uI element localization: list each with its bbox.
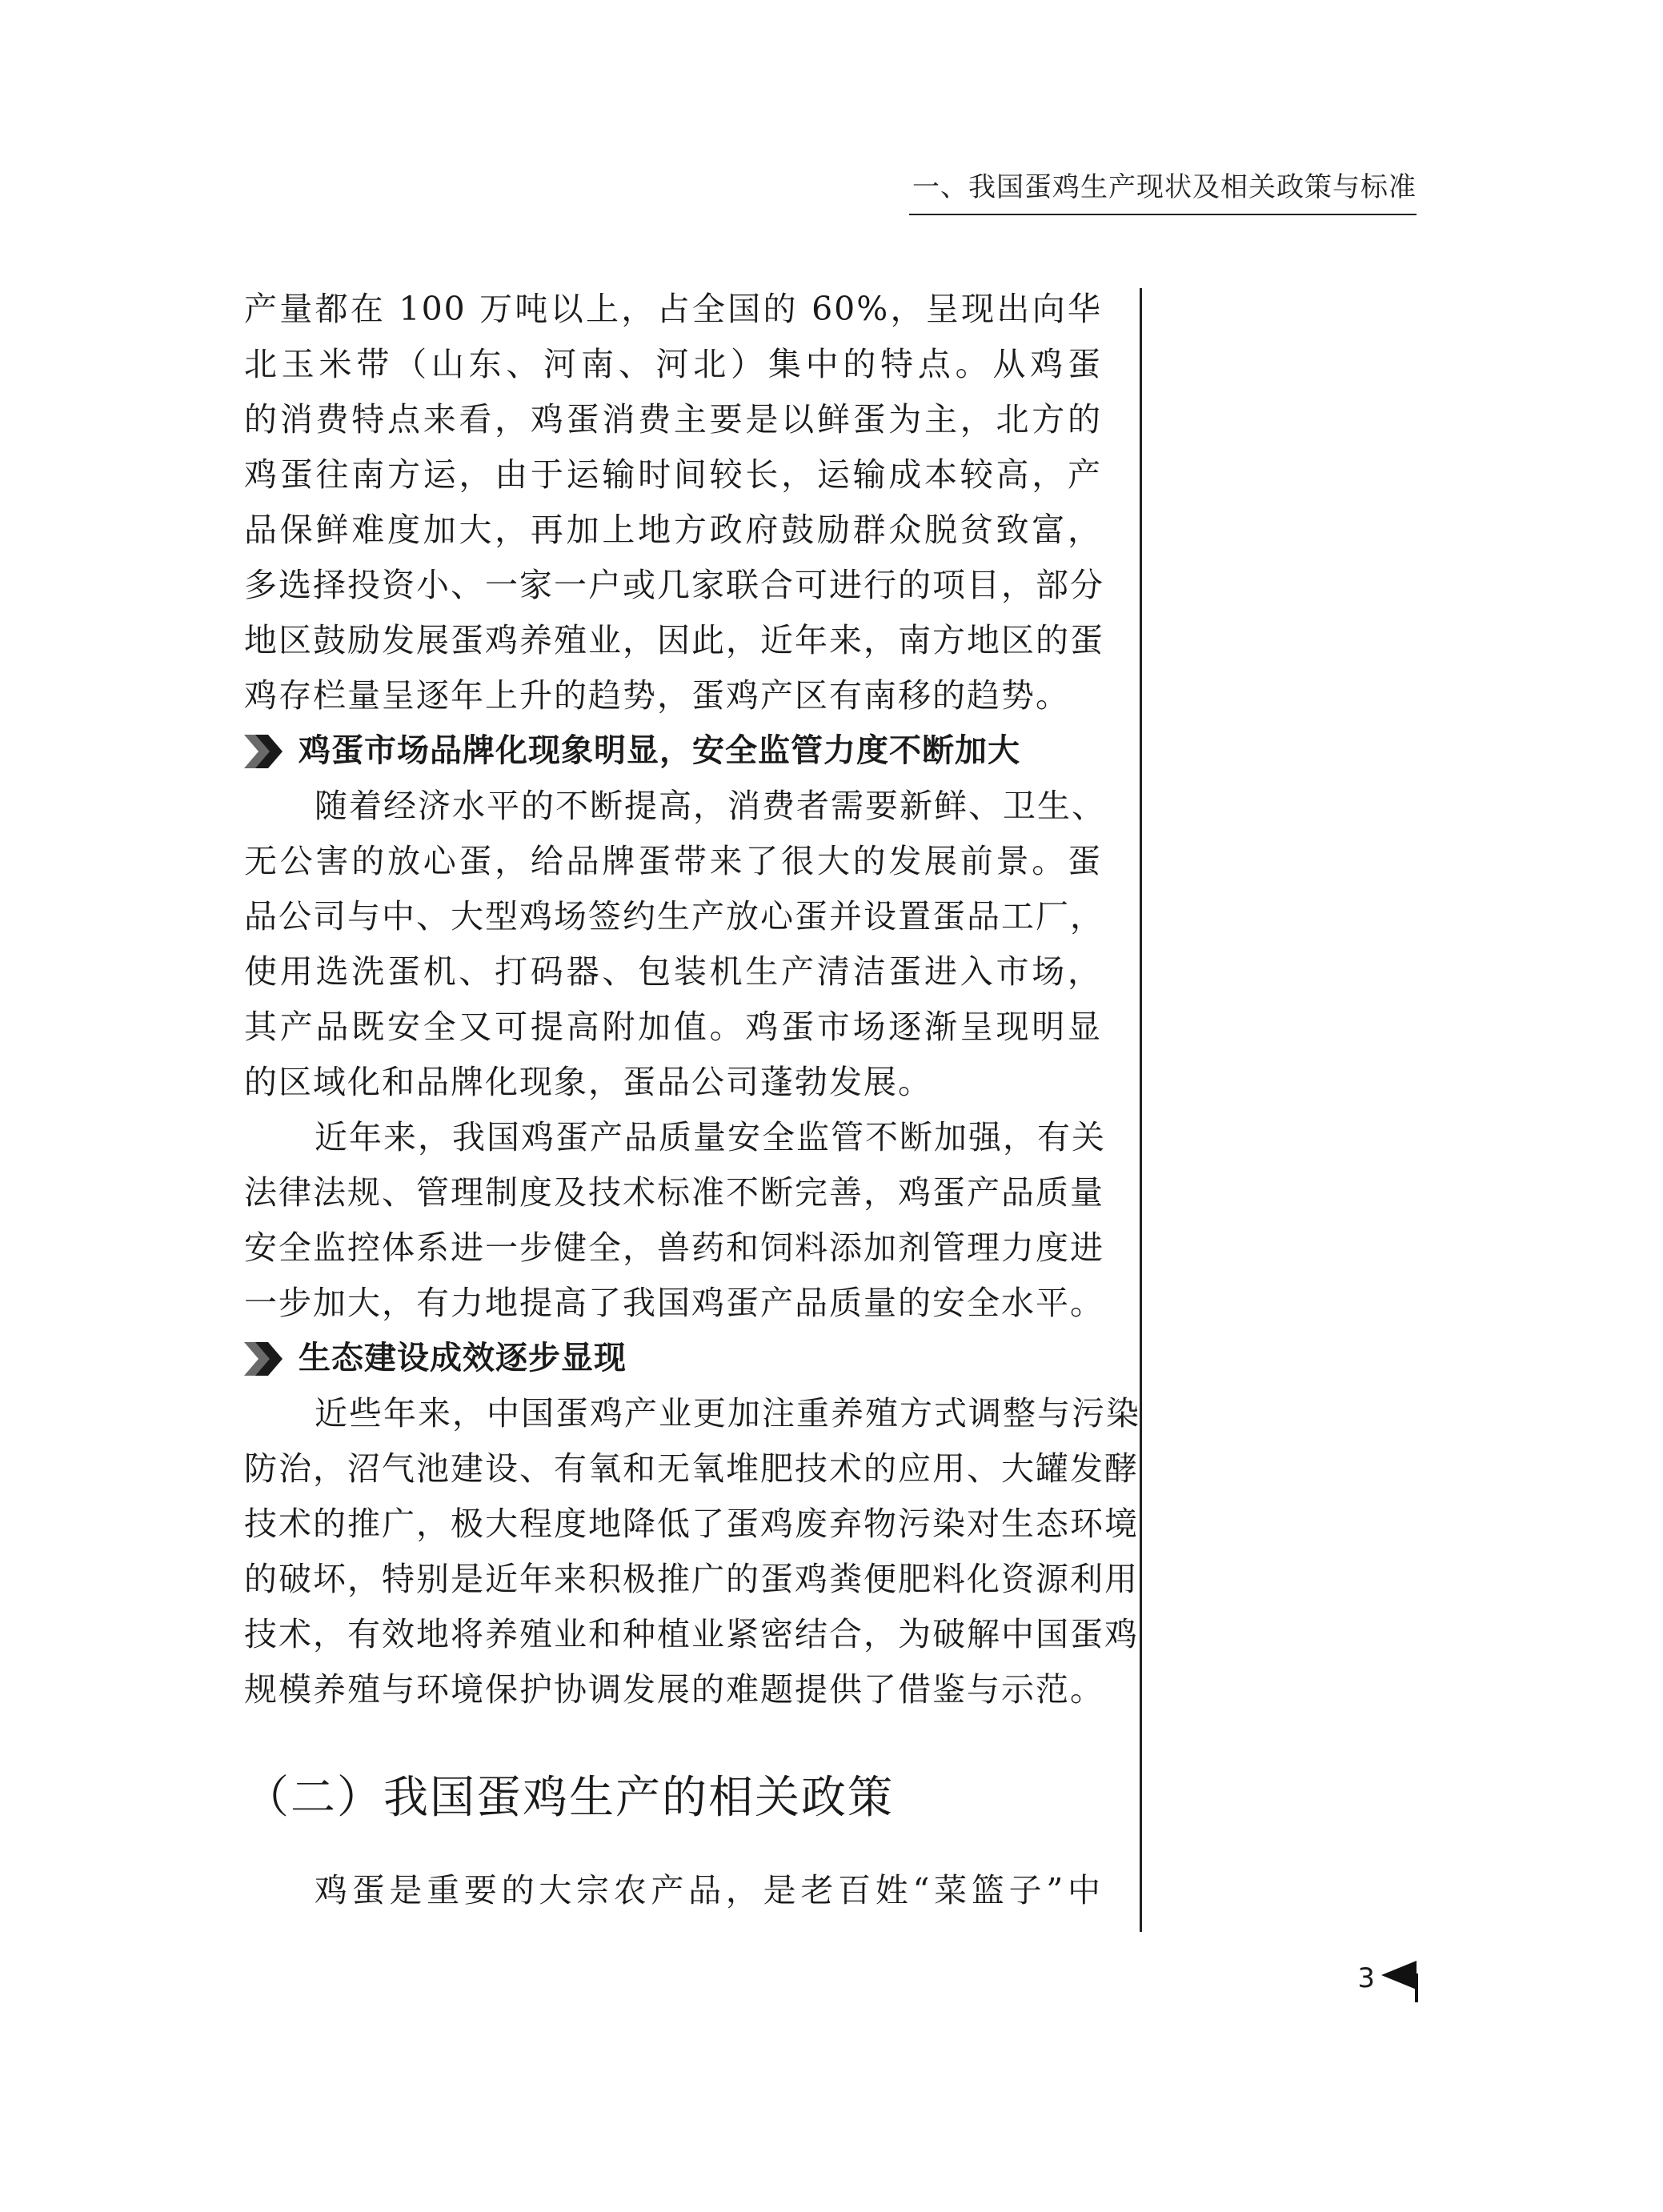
running-head: 一、我国蛋鸡生产现状及相关政策与标准 (909, 165, 1417, 215)
page-number: 3 (1357, 1962, 1375, 1994)
vertical-rule (1140, 288, 1142, 1932)
subheading-ecology (242, 1331, 1102, 1386)
text-line: 的破坏，特别是近年来积极推广的蛋鸡粪便肥料化资源利用 (244, 1560, 1139, 1598)
text-line: 多选择投资小、一家一户或几家联合可进行的项目，部分 (244, 566, 1104, 604)
text-line: 鸡蛋往南方运，由于运输时间较长，运输成本较高，产 (244, 455, 1102, 494)
text-line: 无公害的放心蛋，给品牌蛋带来了很大的发展前景。蛋 (244, 842, 1102, 880)
text-line: 产量都在 100 万吨以上，占全国的 60%，呈现出向华 (244, 290, 1102, 328)
text-line: 近些年来，中国蛋鸡产业更加注重养殖方式调整与污染 (315, 1394, 1140, 1433)
subheading-text: 生态建设成效逐步显现 (299, 1340, 627, 1376)
text-line: 使用选洗蛋机、打码器、包装机生产清洁蛋进入市场， (244, 952, 1102, 991)
text-line: 随着经济水平的不断提高，消费者需要新鲜、卫生、 (315, 787, 1106, 825)
text-line: 品公司与中、大型鸡场签约生产放心蛋并设置蛋品工厂， (244, 897, 1104, 936)
text-line: 的消费特点来看，鸡蛋消费主要是以鲜蛋为主，北方的 (244, 400, 1102, 439)
double-chevron-right-icon (242, 1340, 284, 1377)
subheading-text: 鸡蛋市场品牌化现象明显，安全监管力度不断加大 (299, 732, 1020, 769)
subheading-brand-safety (242, 723, 1102, 779)
text-line: 安全监控体系进一步健全，兽药和饲料添加剂管理力度进 (244, 1228, 1104, 1267)
text-line: 防治，沼气池建设、有氧和无氧堆肥技术的应用、大罐发酵 (244, 1449, 1139, 1488)
text-line: 鸡存栏量呈逐年上升的趋势，蛋鸡产区有南移的趋势。 (244, 676, 1070, 715)
text-line: 北玉米带（山东、河南、河北）集中的特点。从鸡蛋 (244, 345, 1102, 383)
paragraph-5 (244, 1863, 1102, 1918)
paragraph-3 (244, 1110, 1106, 1331)
text-line: 近年来，我国鸡蛋产品质量安全监管不断加强，有关 (315, 1118, 1106, 1156)
text-line: 一步加大，有力地提高了我国鸡蛋产品质量的安全水平。 (244, 1284, 1104, 1322)
paragraph-2 (244, 779, 1106, 1110)
double-chevron-right-icon (242, 733, 284, 770)
paragraph-1 (244, 282, 1102, 723)
left-pointing-triangle-icon (1380, 1958, 1423, 2004)
text-line: 规模养殖与环境保护协调发展的难题提供了借鉴与示范。 (244, 1670, 1104, 1709)
text-line: 地区鼓励发展蛋鸡养殖业，因此，近年来，南方地区的蛋 (244, 621, 1104, 659)
text-line: 法律法规、管理制度及技术标准不断完善，鸡蛋产品质量 (244, 1173, 1104, 1212)
text-line: 技术，有效地将养殖业和种植业紧密结合，为破解中国蛋鸡 (244, 1615, 1139, 1653)
text-line: 品保鲜难度加大，再加上地方政府鼓励群众脱贫致富， (244, 511, 1102, 549)
text-line: 技术的推广，极大程度地降低了蛋鸡废弃物污染对生态环境 (244, 1505, 1139, 1543)
text-line: 的区域化和品牌化现象，蛋品公司蓬勃发展。 (244, 1063, 932, 1101)
body-text (244, 282, 1140, 1918)
section-title: （二）我国蛋鸡生产的相关政策 (244, 1772, 894, 1824)
paragraph-4 (244, 1386, 1140, 1717)
text-line: 鸡蛋是重要的大宗农产品，是老百姓“菜篮子”中 (315, 1871, 1102, 1909)
text-line: 其产品既安全又可提高附加值。鸡蛋市场逐渐呈现明显 (244, 1008, 1102, 1046)
